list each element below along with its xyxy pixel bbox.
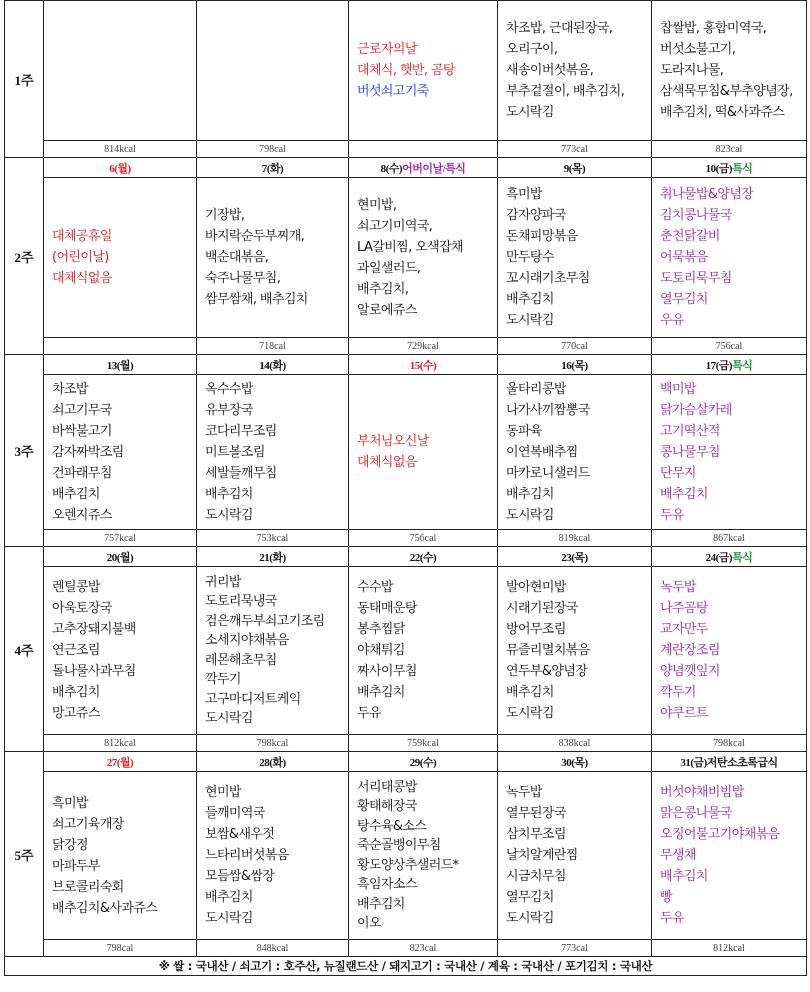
menu-item: 버섯야채비빔밥 (660, 785, 744, 800)
menu-item: 수수밥 (357, 580, 393, 595)
kcal-value: 867kcal (652, 530, 807, 547)
menu-item: 우유 (660, 313, 684, 328)
menu-item: 대체공휴일 (52, 229, 112, 244)
menu-item: 차조밥, 근대된장국, (506, 21, 613, 36)
menu-item: 도시락김 (506, 706, 554, 721)
menu-cell-fri (652, 1, 807, 141)
day-header: 8(수)어버이날/특식 (349, 158, 498, 178)
menu-item: 열무된장국 (506, 806, 566, 821)
menu-item: 김치콩나물국 (660, 208, 732, 223)
menu-item: 도시락김 (506, 313, 554, 328)
menu-item: 돈채피망볶음 (506, 229, 578, 244)
menu-item: 열무김치 (660, 292, 708, 307)
menu-item: 삼치무조림 (506, 827, 566, 842)
day-header: 20(월) (44, 547, 197, 567)
menu-item: 현미밥 (205, 785, 241, 800)
menu-item: 열무김치 (506, 890, 554, 905)
kcal-value: 823cal (652, 141, 807, 158)
kcal-value (349, 141, 498, 158)
menu-item: 도시락김 (205, 711, 253, 726)
menu-item: 백미밥 (660, 381, 696, 397)
menu-item: 맑은콩나물국 (660, 806, 732, 821)
menu-cell-wed (349, 1, 498, 141)
day-header: 6(월) (44, 158, 197, 178)
menu-item: 고기떡산적 (660, 423, 720, 439)
menu-cell-wed (349, 375, 498, 530)
day-header: 9(목) (498, 158, 652, 178)
menu-item: 배추김치, 떡&사과쥬스 (660, 105, 785, 120)
menu-item: 야쿠르트 (660, 706, 708, 721)
menu-item: 대체식, 햇반, 곰탕 (357, 63, 455, 78)
kcal-value: 773cal (498, 141, 652, 158)
menu-item: 나주곰탕 (660, 601, 708, 616)
menu-item: 마파두부 (52, 858, 100, 874)
kcal-value (44, 338, 197, 355)
menu-item: 배추김치 (205, 486, 253, 502)
kcal-value: 812kcal (652, 940, 807, 957)
origin-footnote: ※ 쌀 : 국내산 / 쇠고기 : 호주산, 뉴질랜드산 / 돼지고기 : 국내산 / 계육 : 국내산 / 포기김치 : 국내산 (5, 957, 807, 976)
day-header: 14(화) (197, 355, 349, 375)
menu-item: 녹두밥 (506, 785, 542, 800)
menu-item: 쇠고기무국 (52, 402, 112, 418)
kcal-value: 848kcal (197, 940, 349, 957)
menu-item: 동태매운탕 (357, 601, 417, 616)
menu-item: 시래기된장국 (506, 601, 578, 616)
kcal-value: 756cal (652, 338, 807, 355)
menu-item: 연근조림 (52, 643, 100, 658)
menu-item: 마카로니샐러드 (506, 465, 590, 481)
menu-cell-tue (197, 178, 349, 338)
menu-item: 배추김치 (357, 896, 405, 912)
menu-item: 미트볼조림 (205, 444, 265, 460)
menu-item: 도시락김 (506, 911, 554, 926)
menu-item: 감자짜박조림 (52, 444, 124, 460)
menu-item: 건파래무침 (52, 465, 112, 481)
menu-item: 야채튀김 (357, 643, 405, 658)
menu-item: 고구마디저트케익 (205, 691, 301, 707)
day-header: 23(목) (498, 547, 652, 567)
menu-cell-thu (498, 178, 652, 338)
kcal-value: 759kcal (349, 735, 498, 752)
menu-item: 두유 (357, 706, 381, 721)
menu-item: 도토리묵무침 (660, 271, 732, 286)
menu-item: 서리태콩밥 (357, 779, 417, 795)
menu-item: 녹두밥 (660, 580, 696, 595)
menu-item: 소세지야채볶음 (205, 633, 289, 648)
menu-cell-mon (44, 1, 197, 141)
menu-item: 렌틸콩밥 (52, 580, 100, 595)
menu-item: 돌나물사과무침 (52, 664, 136, 679)
day-header: 10(금)특식 (652, 158, 807, 178)
kcal-value: 814kcal (44, 141, 197, 158)
menu-item: 배추김치 (660, 486, 708, 502)
menu-item: 대체식없음 (357, 455, 417, 470)
menu-item: 깍두기 (205, 672, 241, 687)
menu-item: 배추김치 (506, 486, 554, 502)
menu-item: (어린이날) (52, 250, 109, 265)
menu-item: 기장밥, (205, 208, 245, 223)
menu-item: 발아현미밥 (506, 580, 566, 595)
menu-item: 닭강정 (52, 837, 88, 853)
menu-cell-wed (349, 178, 498, 338)
week-label: 2주 (5, 158, 44, 355)
menu-cell-fri (652, 178, 807, 338)
menu-item: 오징어불고기야채볶음 (660, 827, 780, 842)
day-header: 16(목) (498, 355, 652, 375)
menu-cell-fri (652, 567, 807, 735)
menu-cell-thu (498, 772, 652, 940)
menu-item: 뮤즐리멸치볶음 (506, 643, 590, 658)
menu-item: 삼색묵무침&부추양념장, (660, 84, 793, 99)
menu-item: 쇠고기미역국, (357, 218, 433, 234)
menu-cell-wed (349, 567, 498, 735)
menu-item: 닭가슴살카레 (660, 402, 732, 418)
menu-cell-wed (349, 772, 498, 940)
menu-item: 배추김치 (357, 685, 405, 700)
day-header: 22(수) (349, 547, 498, 567)
menu-item: 계란장조림 (660, 643, 720, 658)
menu-item: 이연복배추찜 (506, 444, 578, 460)
day-header: 13(월) (44, 355, 197, 375)
menu-item: 빵 (660, 890, 672, 905)
menu-item: 깍두기 (660, 685, 696, 700)
menu-item: 도시락김 (506, 105, 554, 120)
menu-item: 두유 (660, 507, 684, 523)
menu-item: 황태해장국 (357, 799, 417, 814)
menu-item: 바싹불고기 (52, 423, 112, 439)
menu-item: 부추겉절이, 배추김치, (506, 84, 625, 99)
menu-item: 방어무조림 (506, 622, 566, 637)
menu-item: 버섯소불고기, (660, 42, 736, 57)
menu-item: 춘천닭갈비 (660, 229, 720, 244)
kcal-value: 812kcal (44, 735, 197, 752)
menu-item: 동파육 (506, 423, 542, 439)
menu-item: 현미밥, (357, 197, 397, 213)
kcal-value: 757kcal (44, 530, 197, 547)
menu-item: 대체식없음 (52, 271, 112, 286)
menu-item: 황도양상추샐러드* (357, 857, 459, 873)
menu-item: 콩나물무침 (660, 444, 720, 460)
menu-cell-mon (44, 567, 197, 735)
menu-item: 이오 (357, 916, 381, 931)
menu-item: 검은깨두부쇠고기조림 (205, 613, 325, 629)
menu-item: LA갈비찜, 오색잡채 (357, 239, 464, 255)
kcal-value: 770cal (498, 338, 652, 355)
special-label: 어버이날/특식 (402, 162, 466, 175)
menu-item: 배추김치 (660, 869, 708, 884)
menu-item: 레몬해초무침 (205, 652, 277, 668)
menu-item: 망고쥬스 (52, 706, 100, 721)
kcal-value: 798kcal (652, 735, 807, 752)
menu-item: 교자만두 (660, 622, 708, 637)
kcal-value: 729kcal (349, 338, 498, 355)
kcal-value: 756cal (349, 530, 498, 547)
menu-item: 울타리콩밥 (506, 381, 566, 397)
menu-item: 도토리묵냉국 (205, 594, 277, 609)
kcal-value: 718cal (197, 338, 349, 355)
menu-item: 배추김치 (52, 685, 100, 700)
day-header: 29(수) (349, 752, 498, 772)
menu-item: 과일샐러드, (357, 260, 421, 276)
menu-cell-tue (197, 567, 349, 735)
day-header: 27(월) (44, 752, 197, 772)
menu-item: 배추김치 (52, 486, 100, 502)
menu-item: 오렌지쥬스 (52, 507, 112, 523)
kcal-value: 773cal (498, 940, 652, 957)
menu-item: 귀리밥 (205, 574, 241, 590)
menu-item: 배추김치&사과쥬스 (52, 900, 158, 916)
menu-item: 알로에쥬스 (357, 302, 417, 318)
menu-item: 모듬쌈&쌈장 (205, 869, 275, 884)
menu-item: 취나물밥&양념장 (660, 187, 754, 202)
week-label: 3주 (5, 355, 44, 547)
week-label: 4주 (5, 547, 44, 752)
menu-item: 코다리무조림 (205, 423, 277, 439)
special-label: 특식 (732, 162, 753, 175)
menu-item: 옥수수밥 (205, 381, 253, 397)
menu-item: 오리구이, (506, 42, 558, 57)
special-label: 특식 (732, 551, 753, 564)
menu-cell-fri (652, 772, 807, 940)
menu-item: 단무지 (660, 465, 696, 481)
kcal-value: 838kcal (498, 735, 652, 752)
menu-item: 브로콜리숙회 (52, 879, 124, 895)
day-header: 30(목) (498, 752, 652, 772)
menu-item: 도라지나물, (660, 63, 724, 78)
menu-item: 버섯쇠고기죽 (357, 84, 429, 99)
menu-item: 부처님오신날 (357, 434, 429, 449)
menu-cell-tue (197, 772, 349, 940)
menu-item: 만두탕수 (506, 250, 554, 265)
menu-item: 숙주나물무침, (205, 271, 281, 286)
day-header: 24(금)특식 (652, 547, 807, 567)
menu-item: 양념깻잎지 (660, 664, 720, 679)
kcal-value: 798cal (44, 940, 197, 957)
menu-item: 배추김치 (506, 685, 554, 700)
menu-item: 어묵볶음 (660, 250, 708, 265)
menu-cell-tue (197, 1, 349, 141)
kcal-value: 823cal (349, 940, 498, 957)
menu-cell-mon (44, 178, 197, 338)
menu-item: 도시락김 (506, 507, 554, 523)
menu-item: 근로자의날 (357, 42, 417, 57)
menu-item: 보쌈&새우젓 (205, 827, 275, 842)
menu-cell-mon (44, 375, 197, 530)
menu-item: 배추김치, (357, 281, 409, 297)
special-label: 특식 (732, 359, 753, 372)
menu-item: 흑미밥 (506, 187, 542, 202)
menu-item: 세발들깨무침 (205, 465, 277, 481)
kcal-value: 798kcal (197, 735, 349, 752)
menu-item: 연두부&양념장 (506, 664, 588, 679)
menu-item: 두유 (660, 911, 684, 926)
menu-item: 흑미밥 (52, 795, 88, 811)
menu-item: 도시락김 (205, 507, 253, 523)
week-label: 5주 (5, 752, 44, 957)
day-header: 31(금)저탄소초록급식 (652, 752, 807, 772)
menu-item: 꼬시래기초무침 (506, 271, 590, 286)
meal-menu-table (4, 0, 807, 976)
menu-item: 나가사끼짬뽕국 (506, 402, 590, 418)
day-header: 21(화) (197, 547, 349, 567)
day-header: 7(화) (197, 158, 349, 178)
menu-item: 바지락순두부찌개, (205, 229, 305, 244)
menu-cell-thu (498, 567, 652, 735)
menu-item: 배추김치 (205, 890, 253, 905)
menu-item: 고추장돼지불백 (52, 622, 136, 637)
menu-item: 감자양파국 (506, 208, 566, 223)
menu-item: 탕수육&소스 (357, 818, 427, 834)
day-header: 28(화) (197, 752, 349, 772)
menu-item: 쇠고기육개장 (52, 816, 124, 832)
kcal-value: 819kcal (498, 530, 652, 547)
menu-item: 흑임자소스 (357, 877, 417, 892)
menu-item: 유부장국 (205, 402, 253, 418)
menu-item: 도시락김 (205, 911, 253, 926)
menu-cell-mon (44, 772, 197, 940)
menu-item: 쌈무쌈채, 배추김치 (205, 292, 308, 307)
day-header: 17(금)특식 (652, 355, 807, 375)
menu-cell-fri (652, 375, 807, 530)
menu-item: 시금치무침 (506, 869, 566, 884)
menu-cell-thu (498, 1, 652, 141)
menu-item: 죽순골뱅이무침 (357, 838, 441, 853)
week-label: 1주 (5, 1, 44, 158)
day-header: 15(수) (349, 355, 498, 375)
menu-item: 찹쌀밥, 홍합미역국, (660, 21, 767, 36)
menu-cell-thu (498, 375, 652, 530)
menu-item: 차조밥 (52, 381, 88, 397)
menu-cell-tue (197, 375, 349, 530)
menu-item: 봉추찜닭 (357, 622, 405, 637)
menu-item: 느타리버섯볶음 (205, 848, 289, 863)
kcal-value: 753kcal (197, 530, 349, 547)
menu-item: 새송이버섯볶음, (506, 63, 594, 78)
menu-item: 백순대볶음, (205, 250, 269, 265)
menu-item: 아욱토장국 (52, 601, 112, 616)
menu-item: 날치알계란찜 (506, 848, 578, 863)
menu-item: 무생채 (660, 848, 696, 863)
menu-item: 짜사이무침 (357, 664, 417, 679)
menu-item: 배추김치 (506, 292, 554, 307)
menu-item: 들깨미역국 (205, 806, 265, 821)
kcal-value: 798cal (197, 141, 349, 158)
